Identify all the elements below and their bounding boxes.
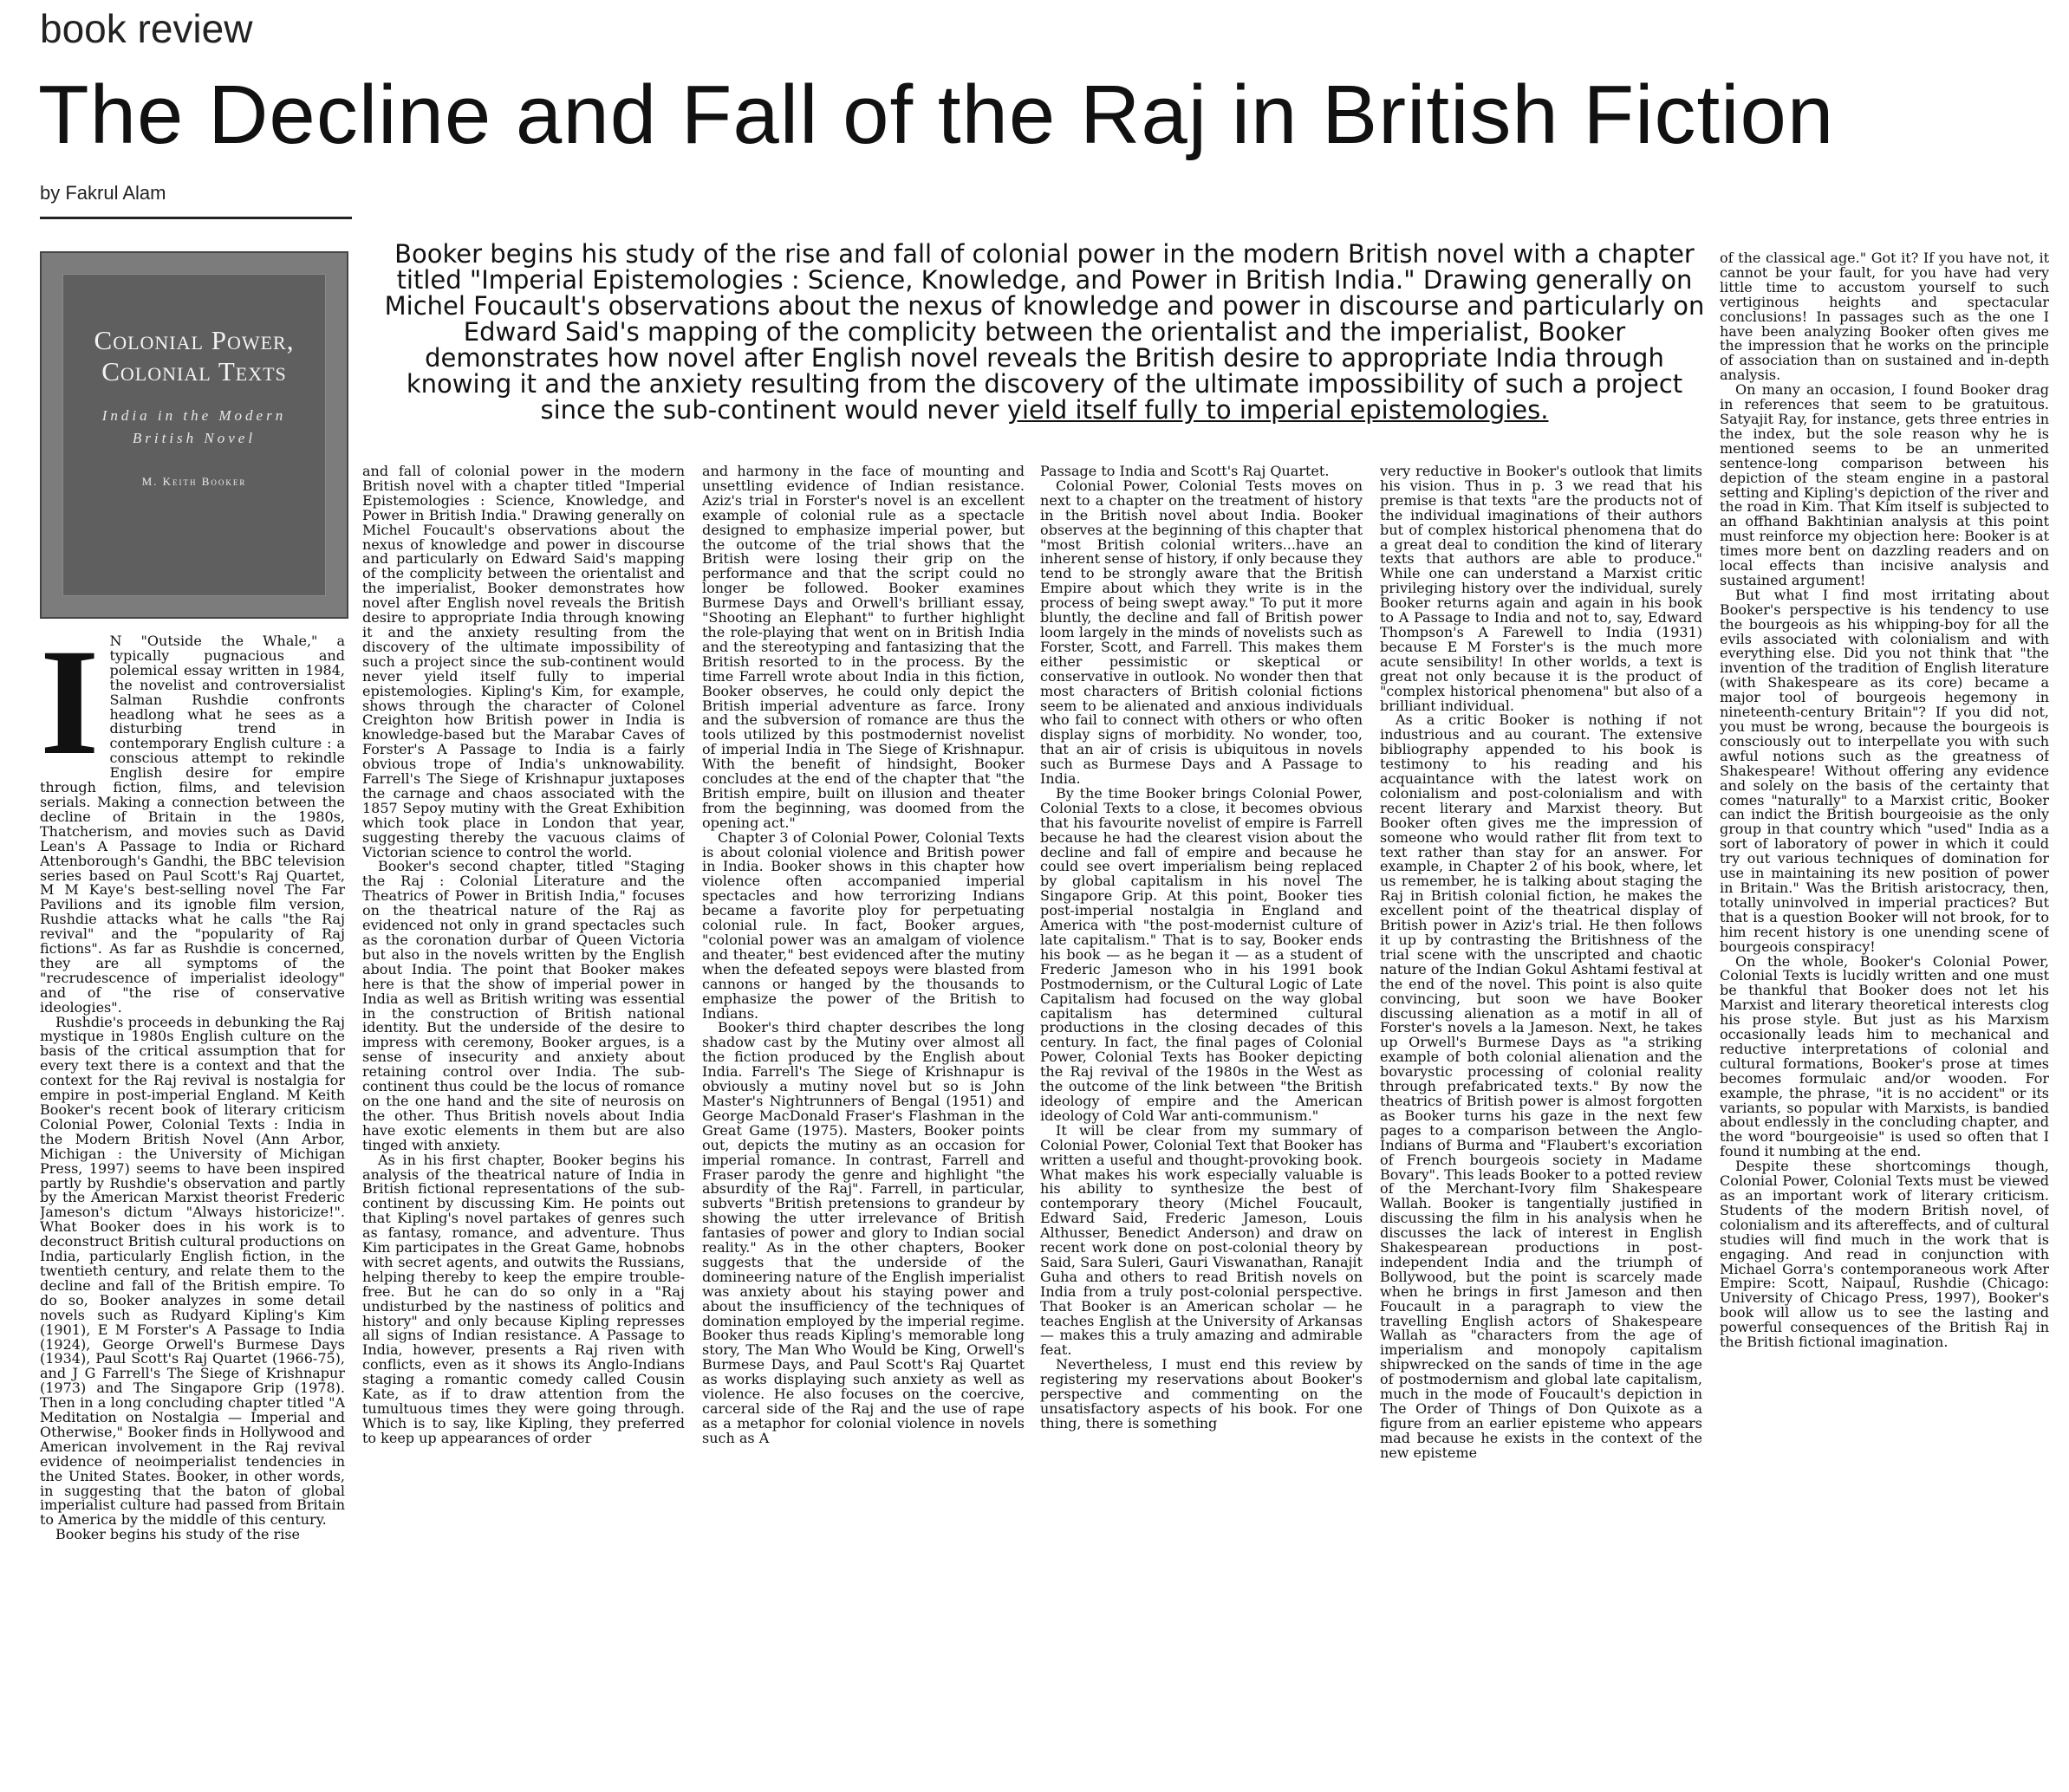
cover-title: Colonial Power, Colonial Texts bbox=[94, 325, 295, 386]
pull-quote bbox=[381, 241, 1708, 423]
paragraph: Chapter 3 of Colonial Power, Colonial Texts is about colonial violence and British power in India. Booker shows in this chapter how violence often accompanied imperial spectacles and how terrorizing Indians became a favorite ploy for perpetuating colonial rule. In fact, Booker argues, "colonial power was an amalgam of violence and theater," best evidenced after the mutiny when the defeated sepoys were blasted from cannons or hanged by the thousands to emphasize the power of the British to Indians. bbox=[702, 828, 1025, 1022]
article-column-6 bbox=[1720, 251, 2049, 1787]
drop-cap: I bbox=[40, 634, 100, 787]
paragraph: very reductive in Booker's outlook that limits his vision. Thus in p. 3 we read that his premise is that texts "are the products not of the individual imaginations of their authors but of complex historical phenomena that do a great deal to condition the kind of literary texts that authors are able to produce." While one can understand a Marxist critic privileging history over the individual, surely Booker returns again and again in his book to A Passage to India and not to, say, Edward Thompson's A Farewell to India (1931) because E M Forster's is the much more acute sensibility! In other worlds, a text is great not only because it is the product of "complex historical phenomena" but also of a brilliant individual. bbox=[1380, 464, 1702, 714]
paragraph: But what I find most irritating about Booker's perspective is his tendency to use the bourgeois as his whipping-boy for all the evils associated with colonialism and with everything else. Did you not think that "the invention of the tradition of English literature (with Shakespeare as its core) became a major tool of bourgeois hegemony in nineteenth-century Britain"? If you did not, you must be wrong, because the bourgeois is consciously out to interpellate you with such awful notions such as the greatness of Shakespeare! Without offering any evidence and solely on the basis of the certainty that comes "naturally" to a Marxist critic, Booker can indict the British bourgeoisie as the only group in that country which "used" India as a sort of laboratory of power in which it could try out various techniques of domination for use in maintaining its new position of power in Britain." Was the British aristocracy, then, totally uninvolved in imperial practices? But that is a question Booker will not brook, for to him recent history is one unending scene of bourgeois conspiracy! bbox=[1720, 586, 2049, 955]
pull-quote-underlined: yield itself fully to imperial epistemologies. bbox=[1006, 395, 1549, 425]
paragraph: As in his first chapter, Booker begins his analysis of the theatrical nature of India in British fictional representations of the sub-continent by discussing Kim. He points out that Kipling's novel partakes of genres such as fantasy, romance, and adventure. Thus Kim participates in the Great Game, hobnobs with secret agents, and outwits the Russians, helping thereby to keep the empire trouble-free. But he can do so only in a "Raj undisturbed by the nastiness of politics and history" and only because Kipling represses all signs of Indian resistance. A Passage to India, however, presents a Raj riven with conflicts, even as it shows its Anglo-Indians staging a romantic comedy called Cousin Kate, as if to draw attention from the tumultuous times they were going through. Which is to say, like Kipling, they preferred to keep up appearances of order bbox=[362, 1151, 685, 1446]
paragraph: of the classical age." Got it? If you have not, it cannot be your fault, for you have had very little time to accustom yourself to such vertiginous heights and spectacular conclusions! In passages such as the one I have been analyzing Booker often gives me the impression that he works on the principle of association than on sustained and in-depth analysis. bbox=[1720, 251, 2049, 384]
article-column-2 bbox=[362, 464, 685, 1787]
paragraph: Colonial Power, Colonial Tests moves on next to a chapter on the treatment of history in the British novel about India. Booker observes at the beginning of this chapter that "most British colonial writers...have an inherent sense of history, if only because they tend to be strongly aware that the British Empire about which they write is in the process of being swept away." To put it more bluntly, the decline and fall of British power loom largely in the minds of novelists such as Forster, Scott, and Farrell. This makes them either pessimistic or skeptical or conservative in outlook. No wonder then that most characters of British colonial fictions seem to be alienated and anxious individuals who fail to connect with others or who often display signs of morbidity. No wonder, too, that an air of crisis is ubiquitous in novels such as Burmese Days and A Passage to India. bbox=[1040, 477, 1363, 788]
paragraph: Booker's second chapter, titled "Staging the Raj : Colonial Literature and the Theatrics of Power in British India," focuses on the theatrical nature of the Raj as evidenced not only in grand spectacles such as the coronation durbar of Queen Victoria but also in the novels written by the English about India. The point that Booker makes here is that the show of imperial power in India as well as British writing was essential in the construction of British national identity. But the underside of the desire to impress with ceremony, Booker argues, is a sense of insecurity and anxiety about retaining control over India. The sub-continent thus could be the locus of romance on the one hand and the site of neurosis on the other. Thus British novels about India have exotic elements in them but are also tinged with anxiety. bbox=[362, 858, 685, 1153]
book-cover-panel bbox=[62, 274, 326, 596]
paragraph: and harmony in the face of mounting and unsettling evidence of Indian resistance. Aziz's trial in Forster's novel is an excellent example of colonial rule as a spectacle designed to emphasize imperial power, but the outcome of the trial shows that the British were losing their grip on the performance and that the script could no longer be followed. Booker examines Burmese Days and Orwell's brilliant essay, "Shooting an Elephant" to further highlight the role-playing that went on in British India and the stereotyping and fantasizing that the British resorted to in the process. By the time Farrell wrote about India in this fiction, Booker observes, he could only depict the British imperial adventure as farce. Irony and the subversion of romance are thus the tools utilized by this postmodernist novelist of imperial India in The Siege of Krishnapur. With the benefit of hindsight, Booker concludes at the end of the chapter that "the British empire, built on illusion and theater from the beginning, was doomed from the opening act." bbox=[702, 464, 1025, 831]
paragraph: and fall of colonial power in the modern British novel with a chapter titled "Imperial Epistemologies : Science, Knowledge, and Power in British India." Drawing generally on Michel Foucault's observations about the nexus of knowledge and power in discourse and particularly on Edward Said's mapping of the complicity between the orientalist and the imperialist, Booker demonstrates how novel after English novel reveals the British desire to appropriate India through knowing it and the anxiety resulting from the discovery of the ultimate impossibility of such a project since the sub-continent would never yield itself fully to imperial epistemologies. Kipling's Kim, for example, shows through the character of Colonel Creighton how British power in India is knowledge-based but the Marabar Caves of Forster's A Passage to India is a fairly obvious trope of India's unknowability. Farrell's The Siege of Krishnapur juxtaposes the carnage and chaos associated with the 1857 Sepoy mutiny with the Great Exhibition which took place in London that year, suggesting thereby the vacuous claims of Victorian science to control the world. bbox=[362, 464, 685, 860]
paragraph: Booker's third chapter describes the long shadow cast by the Mutiny over almost all the fiction produced by the English about India. Farrell's The Siege of Krishnapur is obviously a mutiny novel but so is John Master's Nightrunners of Bengal (1951) and George MacDonald Fraser's Flashman in the Great Game (1975). Masters, Booker points out, depicts the mutiny as an occasion for imperial romance. In contrast, Farrell and Fraser parody the genre and highlight "the absurdity of the Raj". Farrell, in particular, subverts "British pretensions to grandeur by showing the utter irrelevance of British fantasies of power and glory to Indian social reality." As in the other chapters, Booker suggests that the underside of the domineering nature of the English imperialist was anxiety about his staying power and about the insufficiency of the techniques of domination employed by the imperial regime. Booker thus reads Kipling's memorable long story, The Man Who Would be King, Orwell's Burmese Days, and Paul Scott's Raj Quartet as works displaying such anxiety as well as violence. He also focuses on the coercive, carceral side of the Raj and the use of rape as a metaphor for colonial violence in novels such as A bbox=[702, 1019, 1025, 1446]
article-column-4 bbox=[1040, 464, 1363, 1787]
paragraph: It will be clear from my summary of Colonial Power, Colonial Text that Booker has written a useful and thought-provoking book. What makes his work especially valuable is his ability to synthesize the best of contemporary theory (Michel Foucault, Edward Said, Frederic Jameson, Louis Althusser, Benedict Anderson) and draw on recent work done on post-colonial theory by Said, Sara Suleri, Gauri Viswanathan, Ranajit Guha and others to read British novels on India from a truly post-colonial perspective. That Booker is an American scholar — he teaches English at the University of Arkansas — makes this a truly amazing and admirable feat. bbox=[1040, 1121, 1363, 1359]
byline-rule bbox=[40, 217, 352, 219]
book-cover-image bbox=[40, 251, 348, 619]
section-label: book review bbox=[40, 6, 253, 51]
paragraph: Rushdie's proceeds in debunking the Raj mystique in 1980s English culture on the basis of the critical assumption that for every text there is a context and that the context for the Raj revival is nostalgia for empire in post-imperial England. M Keith Booker's recent book of literary criticism Colonial Power, Colonial Texts : India in the Modern British Novel (Ann Arbor, Michigan : the University of Michigan Press, 1997) seems to have been inspired partly by Rushdie's observation and partly by the American Marxist theorist Frederic Jameson's dictum "Always historicize!". What Booker does in his work is to deconstruct British cultural productions on India, particularly English fiction, in the twentieth century, and relate them to the decline and fall of the British empire. To do so, Booker analyzes in some detail novels such as Rudyard Kipling's Kim (1901), E M Forster's A Passage to India (1924), George Orwell's Burmese Days (1934), Paul Scott's Raj Quartet (1966-75), and J G Farrell's The Siege of Krishnapur (1973) and The Singapore Grip (1978). Then in a long concluding chapter titled "A Meditation on Nostalgia — Imperial and Otherwise," Booker finds in Hollywood and American involvement in the Raj revival evidence of neoimperialist tendencies in the United States. Booker, in other words, in suggesting that the baton of global imperialist culture had passed from Britain to America by the middle of this century. bbox=[40, 1013, 345, 1529]
cover-subtitle: India in the Modern British Novel bbox=[101, 407, 287, 446]
paragraph: By the time Booker brings Colonial Power, Colonial Texts to a close, it becomes obvious that his favourite novelist of empire is Farrell because he had the clearest vision about the decline and fall of empire and because he could see overt imperialism being replaced by global capitalism in his novel The Singapore Grip. At this point, Booker ties post-imperial nostalgia in England and America with "the post-modernist culture of late capitalism." That is to say, Booker ends his book — as he began it — as a student of Frederic Jameson who in his 1991 book Postmodernism, or the Cultural Logic of Late Capitalism had focused on the way global capitalism has determined cultural productions in the closing decades of this century. In fact, the final pages of Colonial Power, Colonial Texts has Booker depicting the Raj revival of the 1980s in the West as the outcome of the link between "the British ideology of empire and the American ideology of Cold War anti-communism." bbox=[1040, 784, 1363, 1124]
paragraph: Nevertheless, I must end this review by registering my reservations about Booker's perspective and commenting on the unsatisfactory aspects of his book. For one thing, there is something bbox=[1040, 1356, 1363, 1432]
paragraph: Despite these shortcomings though, Colonial Power, Colonial Texts must be viewed as an important work of literary criticism. Students of the modern British novel, of colonialism and its aftereffects, and of cultural studies will find much in the work that is engaging. And read in conjunction with Michael Gorra's contemporaneous work After Empire: Scott, Naipaul, Rushdie (Chicago: University of Chicago Press, 1997), Booker's book will allow us to see the lasting and powerful consequences of the British Raj in the British fictional imagination. bbox=[1720, 1158, 2049, 1351]
paragraph: On many an occasion, I found Booker drag in references that seem to be gratuitous. Satyajit Ray, for instance, gets three entries in the index, but the sole reason why he is mentioned seems to be an unmerited sentence-long comparison between his depiction of the steam engine in a pastoral setting and Kipling's depiction of the river and the road in Kim. That Kim itself is subjected to an offhand Bakhtinian analysis at this point must reinforce my objection here: Booker is at times more bent on dazzling readers and on local effects than incisive analysis and sustained argument! bbox=[1720, 381, 2049, 588]
headline: The Decline and Fall of the Raj in British Fiction bbox=[38, 68, 1835, 161]
paragraph: Booker begins his study of the rise bbox=[55, 1526, 300, 1543]
paragraph: N "Outside the Whale," a typically pugnacious and polemical essay written in 1984, the novelist and controversialist Salman Rushdie confronts headlong what he sees as a disturbing trend in contemporary English culture : a conscious attempt to rekindle English desire for empire through fiction, films, and television serials. Making a connection between the decline of Britain in the 1980s, Thatcherism, and movies such as David Lean's A Passage to India or Richard Attenborough's Gandhi, the BBC television series based on Paul Scott's Raj Quartet, M M Kaye's best-selling novel The Far Pavilions and its ignoble film version, Rushdie attacks what he calls "the Raj revival" and the "popularity of Raj fictions". As far as Rushdie is concerned, they are all symptoms of the "recrudescence of imperialist ideology" and of "the rise of conservative ideologies". bbox=[40, 634, 345, 1016]
paragraph: On the whole, Booker's Colonial Power, Colonial Texts is lucidly written and one must be thankful that Booker does not let his Marxist and literary theoretical interests clog his prose style. But just as his Marxism occasionally leads him to mechanical and reductive interpretations of colonial and cultural formations, Booker's prose at times becomes formulaic and/or wooden. For example, the phrase, "it is no accident" or its variants, so popular with Marxists, is bandied about endlessly in the concluding chapter, and the word "bourgeoisie" is used so often that I found it numbing at the end. bbox=[1720, 952, 2049, 1160]
pull-quote-text: Booker begins his study of the rise and fall of colonial power in the modern British novel with a chapter titled "Imperial Epistemologies : Science, Knowledge, and Power in British India." Drawing generally on Michel Foucault's observations about the nexus of knowledge and power in discourse and particularly on Edward Said's mapping of the complicity between the orientalist and the imperialist, Booker demonstrates how novel after English novel reveals the British desire to appropriate India through knowing it and the anxiety resulting from the discovery of the ultimate impossibility of such a project since the sub-continent would never bbox=[384, 239, 1705, 425]
paragraph: As a critic Booker is nothing if not industrious and au courant. The extensive bibliography appended to his book is testimony to his reading and his acquaintance with the latest work on colonialism and post-colonialism and with recent literary and Marxist theory. But Booker often gives me the impression of someone who would rather flit from text to text rather than stay for an answer. For example, in Chapter 2 of his book, where, let us remember, he is talking about staging the Raj in British colonial fiction, he makes the excellent point of the theatrical display of British power in Aziz's trial. He then follows it up by contrasting the Britishness of the trial scene with the unscripted and chaotic nature of the Indian Gokul Ashtami festival at the end of the novel. This point is also quite convincing, but soon we have Booker discussing alienation as a motif in all of Forster's novels a la Jameson. Next, he takes up Orwell's Burmese Days as "a striking example of both colonial alienation and the bovarystic processing of colonial reality through prefabricated texts." By now the theatrics of British power is almost forgotten as Booker turns his gaze in the next few pages to a comparison between the Anglo-Indians of Burma and "Flaubert's excoriation of French bourgeois society in Madame Bovary". This leads Booker to a potted review of the Merchant-Ivory film Shakespeare Wallah. Booker is tangentially justified in discussing the film in his analysis when he discusses the lack of interest in English Shakespearean productions in post-independent India and the triumph of Bollywood, but the point is scarcely made when he brings in first Jameson and then Foucault in a paragraph to view the travelling English actors of Shakespeare Wallah as "characters from the age of imperialism and monopoly capitalism shipwrecked on the sands of time in the age of postmodernism and global late capitalism, much in the mode of Foucault's depiction in The Order of Things of Don Quixote as a figure from an earlier episteme who appears mad because he exists in the context of the new episteme bbox=[1380, 711, 1702, 1461]
article-column-3 bbox=[702, 464, 1025, 1787]
article-column-1 bbox=[40, 634, 345, 1787]
byline: by Fakrul Alam bbox=[40, 182, 166, 204]
article-column-5 bbox=[1380, 464, 1702, 1787]
paragraph: Passage to India and Scott's Raj Quartet. bbox=[1040, 464, 1330, 479]
cover-author: M. Keith Booker bbox=[141, 475, 247, 488]
